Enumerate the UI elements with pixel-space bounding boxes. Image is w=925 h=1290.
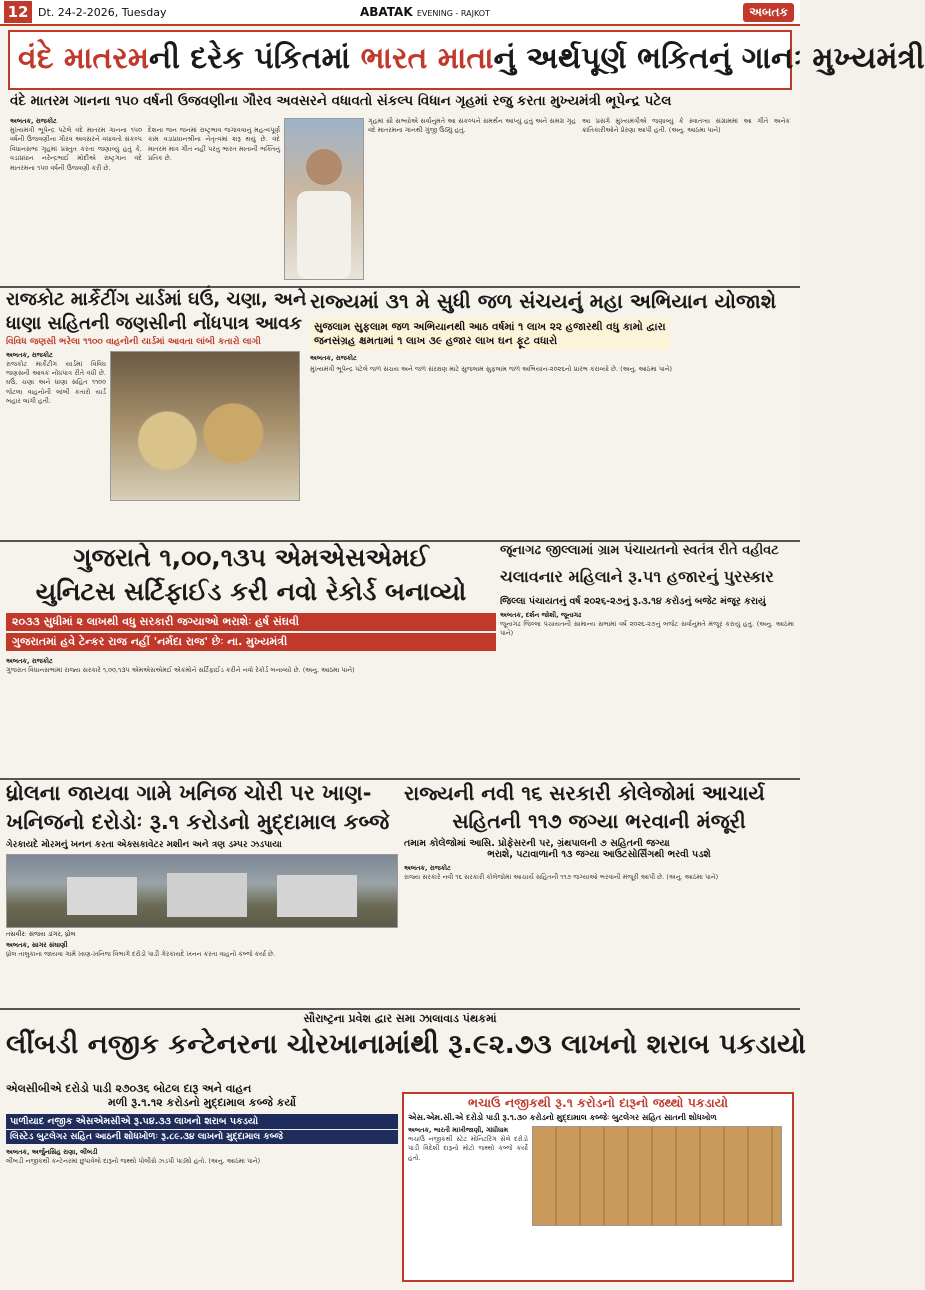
mining-photo-caption: તસવીરઃ સંજય ડાંગર, ધ્રોલ bbox=[6, 930, 76, 939]
lead-dateline: અબતક, રાજકોટ bbox=[10, 117, 57, 125]
mining-trucks-photo bbox=[6, 854, 398, 928]
junagadh-article bbox=[500, 544, 794, 774]
seized-liquor-photo bbox=[532, 1126, 782, 1226]
water-subhead: સુજલામ સુફલામ જળ અભિયાનથી આઠ વર્ષમાં ૧ લાખ ૨૨ હજારથી વધુ કામો દ્વારા જનસંગ્રહ ક્ષમતામાં ૧ લાખ ૩૯ હજાર લાખ ઘન ફૂટ વધારો bbox=[310, 318, 670, 350]
bhachau-headline: ભચાઉ નજીકથી રૂ.૧ કરોડનો દારૂનો જથ્થો પકડાયો bbox=[467, 1095, 729, 1110]
chief-minister-photo bbox=[284, 118, 364, 280]
water-article bbox=[310, 290, 794, 538]
water-body: મુખ્યમંત્રી ભૂપેન્દ્ર પટેલે જળ સંચય અને જળ સંરક્ષણ માટે સુજલામ સુફલામ જળ અભિયાન-૨૦૨૬નો પ્રારંભ કરાવ્યો છે. (અનુ. આઠમા પાને) bbox=[310, 365, 673, 374]
lead-headline-part: નું અર્થપૂર્ણ ભકિતનું ગાનઃ મુખ્યમંત્રી bbox=[493, 41, 925, 76]
msme-headline-1: ગુજરાતે ૧,૦૦,૧૩૫ એમએસએમઈ bbox=[73, 543, 429, 572]
junagadh-headline-2: ચલાવનાર મહિલાને રૂ.૫૧ હજારનું પુરસ્કાર bbox=[500, 567, 774, 587]
bhachau-body: ભચાઉ નજીકથી સ્ટેટ મોનિટરિંગ સેલે દરોડો પાડી વિદેશી દારૂનો મોટો જથ્થો કબ્જે કર્યો હતો. bbox=[408, 1134, 528, 1162]
liquor-dateline: અબતક, અર્જુનસિંહ રાણા, લીંબડી bbox=[6, 1148, 98, 1156]
mining-headline-2: ખનિજનો દરોડોઃ રૂ.૧ કરોડનો મુદ્દામાલ કબ્જે bbox=[6, 810, 390, 835]
msme-headline-2: યુનિટસ સર્ટિફાઈડ કરી નવો રેકોર્ડ બનાવ્યો bbox=[35, 576, 467, 606]
liquor-body: લીંબડી નજીકથી કન્ટેનરમાં છુપાવેલો દારૂનો જથ્થો પોલીસે ઝડપી પાડ્યો હતો. (અનુ. આઠમા પાને) bbox=[6, 1157, 261, 1165]
lead-text-left bbox=[10, 117, 280, 282]
lead-headline-part: ભારત માતા bbox=[360, 41, 494, 76]
bhachau-dateline: અબતક, ભારતી માખીજાણી, ગાંધીધામ bbox=[408, 1125, 509, 1134]
mining-dateline: અબતક, સાગર સંઘાણી bbox=[6, 941, 68, 950]
water-headline: રાજ્યમાં ૩૧ મે સુધી જળ સંચયનું મહા અભિયાન યોજાશે bbox=[310, 289, 777, 313]
lead-body-2: દેશના જન જનમાં રાષ્ટ્રભાવ જગાવવાનું મહત્વપૂર્ણ કામ વડાપ્રધાનશ્રીના નેતૃત્વમાં શરૂ થયું છે. વંદે માતરમ માત્ર ગીત નહીં પરંતુ ભારત માતાની ભક્તિનું પ્રતિક છે. bbox=[148, 126, 280, 163]
masthead-sub: EVENING - RAJKOT bbox=[416, 9, 490, 18]
lead-text-right bbox=[368, 117, 790, 282]
page-number: 12 bbox=[4, 1, 32, 23]
junagadh-headline-1: જૂનાગઢ જીલ્લામાં ગ્રામ પંચાયતનો સ્વતંત્ર રીતે વહીવટ bbox=[500, 543, 779, 558]
liquor-kicker: સૌરાષ્ટ્રના પ્રવેશ દ્વાર સમા ઝાલાવાડ પંથકમાં bbox=[303, 1012, 497, 1025]
market-headline-1: રાજકોટ માર્કેટીંગ યાર્ડમાં ઘઉં, ચણા, અને bbox=[6, 289, 307, 310]
market-headline-2: ધાણા સહિતની જણસીની નોંધપાત્ર આવક bbox=[6, 312, 303, 334]
lead-subhead: વંદે માતરમ ગાનના ૧૫૦ વર્ષની ઉજવણીના ગૌરવ અવસરને વધાવતો સંકલ્પ વિધાન ગૃહમાં રજુ કરતા મુખ્યમંત્રી ભૂપેન્દ્ર પટેલ bbox=[10, 93, 672, 109]
lead-headline-box bbox=[8, 30, 925, 90]
lead-headline bbox=[10, 32, 925, 85]
liquor-headline-block bbox=[6, 1012, 806, 1078]
lead-body-1: મુખ્યમંત્રી ભૂપેન્દ્ર પટેલે વંદે માતરમ ગાનના ૧૫૦ વર્ષની ઉજવણીના ગૌરવ અવસરને વધાવતો સંકલ્પ વિધાનસભા ગૃહમાં પ્રસ્તુત કરતા જણાવ્યું હતું કે, વડાપ્રધાન નરેન્દ્રભાઈ મોદીએ રાષ્ટ્રગાન વંદે માતરમના ૧૫૦ વર્ષની ઉજવણી કરી છે. bbox=[10, 126, 142, 172]
mining-headline-1: ધ્રોલના જાયવા ગામે ખનિજ ચોરી પર ખાણ- bbox=[6, 781, 372, 805]
mining-article bbox=[6, 782, 400, 1004]
msme-article bbox=[6, 544, 496, 774]
lead-headline-part: ની દરેક પંકિતમાં bbox=[149, 41, 361, 76]
brand-logo: અબતક bbox=[743, 3, 794, 22]
liquor-headline: લીંબડી નજીક કન્ટેનરના ચોરખાનામાંથી રૂ.૯૨.૭૩ લાખનો શરાબ પકડાયો bbox=[6, 1029, 806, 1060]
truck-icon bbox=[7, 855, 397, 927]
liquor-box-2: લિસ્ટેડ બુટલેગર સહિત આઠની શોધખોળઃ રૂ.૮૯.૩૪ લાખનો મુદ્દામાલ કબ્જે bbox=[6, 1130, 398, 1144]
divider bbox=[0, 1008, 800, 1010]
person-silhouette-icon bbox=[285, 119, 363, 279]
water-dateline: અબતક, રાજકોટ bbox=[310, 354, 357, 363]
masthead-title: ABATAK bbox=[360, 5, 413, 19]
market-body: રાજકોટ માર્કેટીંગ યાર્ડમાં વિવિધ જણસની આવક નોંધપાત્ર રીતે વધી છે. ઘઉં, ચણા અને ધાણા સહિત ૧૧૦૦ જેટલા વાહનોની લાંબી કતારો યાર્ડ બહાર લાગી હતી. bbox=[6, 359, 106, 406]
lead-headline-part: વંદે માતરમ bbox=[18, 41, 150, 76]
bhachau-box bbox=[402, 1092, 794, 1282]
msme-body: ગુજરાત વિધાનસભામાં રાજ્ય સરકારે ૧,૦૦,૧૩૫ એમએસએમઈ એકમોને સર્ટિફાઈડ કરીને નવો રેકોર્ડ બનાવ્યો છે. (અનુ. આઠમા પાને) bbox=[6, 666, 355, 674]
college-dateline: અબતક, રાજકોટ bbox=[404, 864, 451, 872]
college-headline-2: સહિતની ૧૧૭ જગ્યા ભરવાની મંજૂરી bbox=[452, 809, 746, 833]
msme-bullet-1: ૨૦૩૩ સુધીમાં ૨ લાખથી વધુ સરકારી જગ્યાઓ ભરાશેઃ હર્ષ સંઘવી bbox=[6, 613, 496, 631]
junagadh-subhead: જિલ્લા પંચાયતનું વર્ષ ૨૦૨૬-૨૭નું રૂ.૩.૧૪ કરોડનું બજેટ મંજૂર કરાયું bbox=[500, 595, 766, 607]
issue-date: Dt. 24-2-2026, Tuesday bbox=[38, 5, 167, 19]
bhachau-subhead: એસ.એમ.સી.એ દરોડો પાડી રૂ.૧.૩૦ કરોડનો મુદ્દામાલ કબ્જેઃ બુટલેગર સહિત સાતની શોધખોળ bbox=[408, 1112, 717, 1122]
liquor-box-1: પાળીયાદ નજીક એસએમસીએ રૂ.૫૪.૩૩ લાખનો શરાબ પકડયો bbox=[6, 1114, 398, 1129]
liquor-subhead-1: એલસીબીએ દરોડો પાડી ૨૭૦૩૬ બોટલ દારૂ અને વાહન bbox=[6, 1082, 252, 1095]
college-body: રાજ્ય સરકારે નવી ૧૬ સરકારી કોલેજોમાં આચાર્ય સહિતની ૧૧૭ જગ્યાઓ ભરવાની મંજૂરી આપી છે. (અનુ. આઠમા પાને) bbox=[404, 873, 719, 881]
college-article bbox=[404, 782, 794, 1004]
market-dateline: અબતક, રાજકોટ bbox=[6, 350, 53, 359]
market-article bbox=[6, 290, 306, 538]
mining-body: ધ્રોલ તાલુકાના જાયવા ગામે ખાણ-ખનિજ વિભાગે દરોડો પાડી ગેરકાયદે ખનન કરતા વાહનો કબ્જે કર્યા છે. bbox=[6, 950, 276, 959]
liquor-article bbox=[6, 1082, 398, 1282]
divider bbox=[0, 540, 800, 542]
college-subhead-2: ભરાશે, પટાવાળાની ૧૩ જગ્યા આઉટસોર્સિંગથી ભરવી પડશે bbox=[487, 849, 711, 860]
college-subhead-1: તમામ કોલેજોમાં આસિ. પ્રોફેસરની પર, ગ્રંથપાલની ૭ સહિતની જગ્યા bbox=[404, 838, 670, 849]
divider bbox=[0, 286, 800, 288]
junagadh-body: જૂનાગઢ જિલ્લા પંચાયતની સામાન્ય સભામાં વર્ષ ૨૦૨૬-૨૭નું બજેટ સર્વાનુમતે મંજૂર કરાયું હતું. (અનુ. આઠમા પાને) bbox=[500, 619, 794, 638]
lead-body-4: આ પ્રસંગે મુખ્યમંત્રીએ જણાવ્યું કે સ્વાતંત્ર્ય સંગ્રામમાં આ ગીતે અનેક ક્રાંતિકારીઓને પ્રેરણા આપી હતી. (અનુ. આઠમા પાને) bbox=[582, 117, 790, 135]
market-subhead: વિવિધ જણસી ભરેલા ૧૧૦૦ વાહનોની યાર્ડમાં આવતા લાંબી કતારો લાગી bbox=[6, 336, 261, 347]
market-yard-photo bbox=[110, 351, 300, 501]
divider bbox=[0, 778, 800, 780]
msme-dateline: અબતક, રાજકોટ bbox=[6, 657, 53, 665]
lead-body-3: ગૃહમાં સૌ સભ્યોએ સર્વાનુમતે આ સંકલ્પને સમર્થન આપ્યું હતું અને સમગ્ર ગૃહ વંદે માતરમના ગાનથી ગુંજી ઉઠ્યું હતું. bbox=[368, 117, 576, 135]
masthead bbox=[360, 5, 490, 19]
liquor-subhead-2: મળી રૂ.૧.૧૨ કરોડનો મુદ્દામાલ કબ્જે કર્યો bbox=[107, 1096, 297, 1109]
mining-subhead: ગેરકાયદે મોરમનું ખનન કરતા એક્સકાવેટર મશીન અને ત્રણ ડમ્પર ઝડપાયા bbox=[6, 840, 282, 851]
college-headline-1: રાજ્યની નવી ૧૬ સરકારી કોલેજોમાં આચાર્ય bbox=[404, 781, 765, 805]
msme-bullet-2: ગુજરાતમાં હવે ટેન્કર રાજ નહીં 'નર્મદા રાજ' છેઃ ના. મુખ્યમંત્રી bbox=[6, 633, 496, 651]
page-header bbox=[0, 0, 800, 26]
junagadh-dateline: અબતક, દર્શન જોશી, જૂનાગઢ bbox=[500, 610, 582, 619]
